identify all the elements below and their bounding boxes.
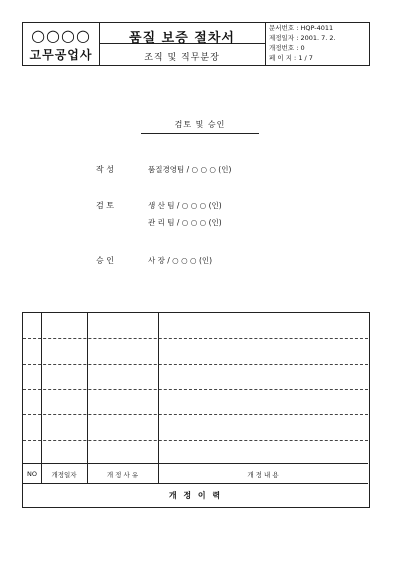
meta-label: 개정번호: [269, 44, 295, 52]
approval-value-review-management: 관 리 팀 / ○ ○ ○ (인): [148, 218, 222, 227]
column-header-content: 개 정 내 용: [247, 471, 279, 479]
document-title: 품질 보증 절차서: [129, 31, 235, 46]
table-row: [23, 338, 368, 339]
meta-page: 페 이 지 : 1 / 7: [269, 54, 313, 62]
meta-doc-number: 문서번호 : HQP-4011: [269, 24, 334, 32]
meta-value: 2001. 7. 2.: [300, 34, 336, 42]
title-underline: [141, 133, 259, 134]
column-header-no: NO: [27, 470, 37, 478]
meta-value: 0: [300, 44, 305, 52]
meta-label: 페 이 지: [269, 54, 292, 62]
approval-label-review: 검 토: [96, 201, 114, 210]
header-row-top: [23, 463, 368, 464]
approval-value-approve: 사 장 / ○ ○ ○ (인): [148, 256, 213, 265]
document-header: [22, 22, 370, 66]
approval-label-author: 작 성: [96, 165, 114, 174]
approval-title: 검토 및 승인: [174, 120, 226, 129]
meta-value: HQP-4011: [300, 24, 334, 32]
header-divider: [265, 23, 266, 65]
approval-value-author: 품질경영팀 / ○ ○ ○ (인): [148, 165, 232, 174]
table-row: [23, 414, 368, 415]
header-row-bottom: [23, 483, 368, 484]
revision-history-label: 개 정 이 력: [168, 491, 223, 500]
column-header-date: 개정일자: [51, 471, 77, 479]
approval-label-approve: 승 인: [96, 256, 114, 265]
approval-value-review-production: 생 산 팀 / ○ ○ ○ (인): [148, 201, 222, 210]
meta-label: 문서번호: [269, 24, 295, 32]
document-subtitle: 조직 및 직무분장: [144, 53, 220, 63]
company-name: 고무공업사: [29, 48, 93, 62]
meta-revision-number: 개정번호 : 0: [269, 44, 305, 52]
table-row: [23, 389, 368, 390]
meta-label: 제정일자: [269, 34, 295, 42]
table-row: [23, 440, 368, 441]
column-header-reason: 개 정 사 유: [106, 471, 139, 479]
meta-value: 1 / 7: [298, 54, 313, 62]
company-mark: ○○○○: [31, 26, 91, 45]
revision-history-table: [22, 312, 370, 508]
table-row: [23, 364, 368, 365]
meta-issue-date: 제정일자 : 2001. 7. 2.: [269, 34, 336, 42]
